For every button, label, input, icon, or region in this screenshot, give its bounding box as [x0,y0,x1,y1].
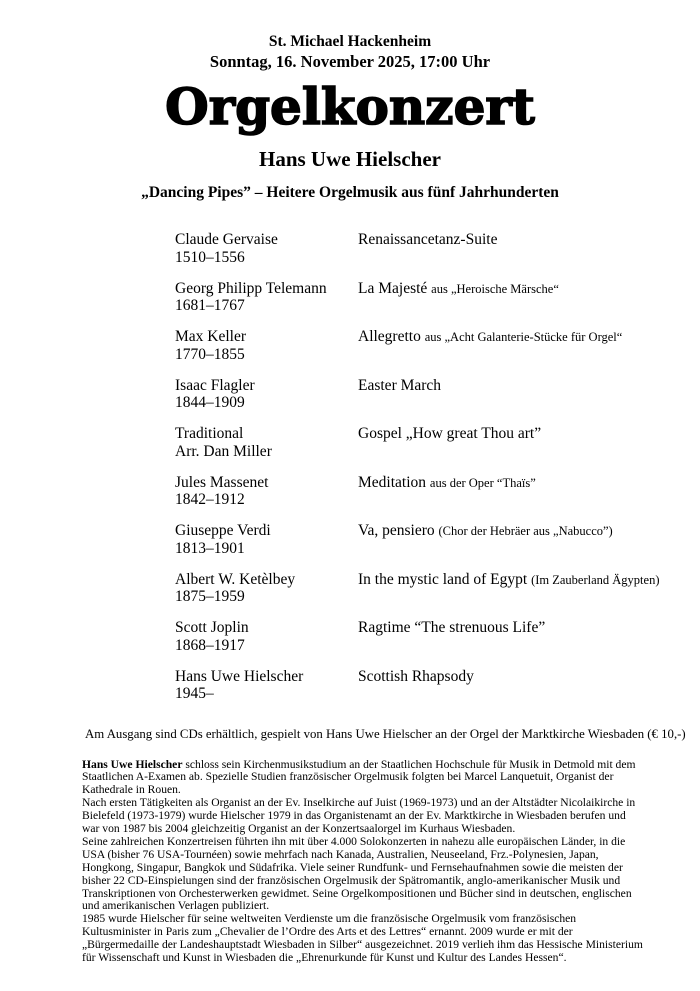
program-row [175,571,700,606]
program-row [175,522,700,557]
composer-name: Traditional [175,425,244,442]
bio-paragraph-3: Seine zahlreichen Konzertreisen führten ihn mit über 4.000 Solokonzerten in nahezu alle europäischen Länder, in die USA (bisher 76 USA-Tournéen) sowie mehrfach nach Kanada, Australien, Neuseeland, Frz.-Polynesien, Japan, Hongkong, Singapur, Bangkok und Südafrika. Viele seiner Rundfunk- und Fernsehaufnahmen sowie die meisten der bisher 22 CD-Einspielungen sind der französischen Orgelmusik der Spätromantik, anglo-amerikanischer Musik und Transkriptionen von Orchesterwerken gewidmet. Seine Orgelkompositionen und Bücher sind in deutschen, englischen und amerikanischen Verlagen publiziert. [82,834,632,913]
venue-name: St. Michael Hackenheim [268,33,432,50]
composer-name: Max Keller [175,328,247,345]
concert-subtitle: „Dancing Pipes” – Heitere Orgelmusik aus fünf Jahrhunderten [141,184,559,201]
composer-dates: Arr. Dan Miller [175,442,272,460]
bio-lead-name: Hans Uwe Hielscher [82,757,183,771]
piece-title: Gospel „How great Thou art” [358,425,542,442]
bio-paragraph-1: Hans Uwe Hielscher schloss sein Kirchenmusikstudium an der Staatlichen Hochschule für Musik in Detmold mit dem Staatlichen A-Examen ab. Spezielle Studien französischer Orgelmusik folgten bei Marcel Lanquetuit, Organist der Kathedrale in Rouen. [82,757,636,797]
cd-sale-note: Am Ausgang sind CDs erhältlich, gespielt von Hans Uwe Hielscher an der Orgel der Marktkirche Wiesbaden (€ 10,-) [85,726,686,741]
piece-title: Meditation aus der Oper “Thaïs” [358,473,536,491]
piece-detail: aus „Acht Galanterie-Stücke für Orgel“ [424,330,623,344]
bio-paragraph-2: Nach ersten Tätigkeiten als Organist an der Ev. Inselkirche auf Juist (1969-1973) und an der Altstädter Nicolaikirche in Bielefeld (1973-1979) wurde Hielscher 1979 in das Organistenamt an der Ev. Marktkirche in Wiesbaden berufen und war von 1987 bis 2004 gleichzeitig Organist an der Konzertsaalorgel im Kurhaus Wiesbaden. [82,796,636,836]
program-row [175,619,700,654]
piece-title: Ragtime “The strenuous Life” [358,619,546,636]
program-header [0,32,700,202]
composer-name: Hans Uwe Hielscher [175,667,304,685]
composer-name: Albert W. Ketèlbey [175,570,296,588]
piece-detail: aus „Heroische Märsche“ [431,281,559,296]
program-row [175,668,700,703]
piece-detail: (Chor der Hebräer aus „Nabucco”) [438,524,613,538]
composer-name: Giuseppe Verdi [175,522,271,539]
composer-dates: 1945– [175,685,214,702]
composer-dates: 1770–1855 [175,345,245,363]
program-list [175,231,700,703]
performer-name: Hans Uwe Hielscher [259,147,441,171]
composer-dates: 1844–1909 [175,394,245,411]
bio-paragraph-4: 1985 wurde Hielscher für seine weltweiten Verdienste um die französische Orgelmusik vom französischen Kultusminister in Paris zum „Chevalier de l’Ordre des Arts et des Lettres“ ernannt. 2009 wurde er mit der „Bürgermedaille der Landeshauptstadt Wiesbaden in Silber“ ausgezeichnet. 2019 verlieh ihm das Hessische Ministerium für Wissenschaft und Kunst in Wiesbaden die „Ehrenurkunde für Kunst und Kultur des Landes Hessen“. [82,912,643,965]
composer-name: Scott Joplin [175,619,249,636]
piece-detail: (Im Zauberland Ägypten) [531,572,660,587]
program-row [175,280,700,315]
composer-dates: 1510–1556 [175,248,245,266]
piece-title: La Majesté aus „Heroische Märsche“ [358,279,559,297]
program-row [175,328,700,363]
piece-title: Va, pensiero (Chor der Hebräer aus „Nabucco”) [358,522,613,539]
composer-dates: 1681–1767 [175,297,245,314]
composer-name: Georg Philipp Telemann [175,279,327,297]
composer-dates: 1813–1901 [175,539,245,557]
composer-dates: 1875–1959 [175,588,245,605]
program-row [175,474,700,509]
composer-name: Jules Massenet [175,473,269,491]
biography-text [82,759,646,966]
piece-detail: aus der Oper “Thaïs” [429,475,536,490]
program-row [175,231,700,266]
composer-dates: 1842–1912 [175,491,245,508]
piece-title: Scottish Rhapsody [358,667,474,685]
piece-title: Renaissancetanz-Suite [358,231,498,248]
composer-name: Isaac Flagler [175,376,255,394]
page-title: Orgelkonzert [165,77,535,136]
piece-title: Allegretto aus „Acht Galanterie-Stücke für Orgel“ [358,328,623,345]
composer-dates: 1868–1917 [175,636,245,654]
piece-title: Easter March [358,376,442,394]
piece-title: In the mystic land of Egypt (Im Zauberland Ägypten) [358,570,660,588]
program-row [175,377,700,412]
composer-name: Claude Gervaise [175,231,278,248]
program-row [175,425,700,460]
event-datetime: Sonntag, 16. November 2025, 17:00 Uhr [209,52,491,71]
